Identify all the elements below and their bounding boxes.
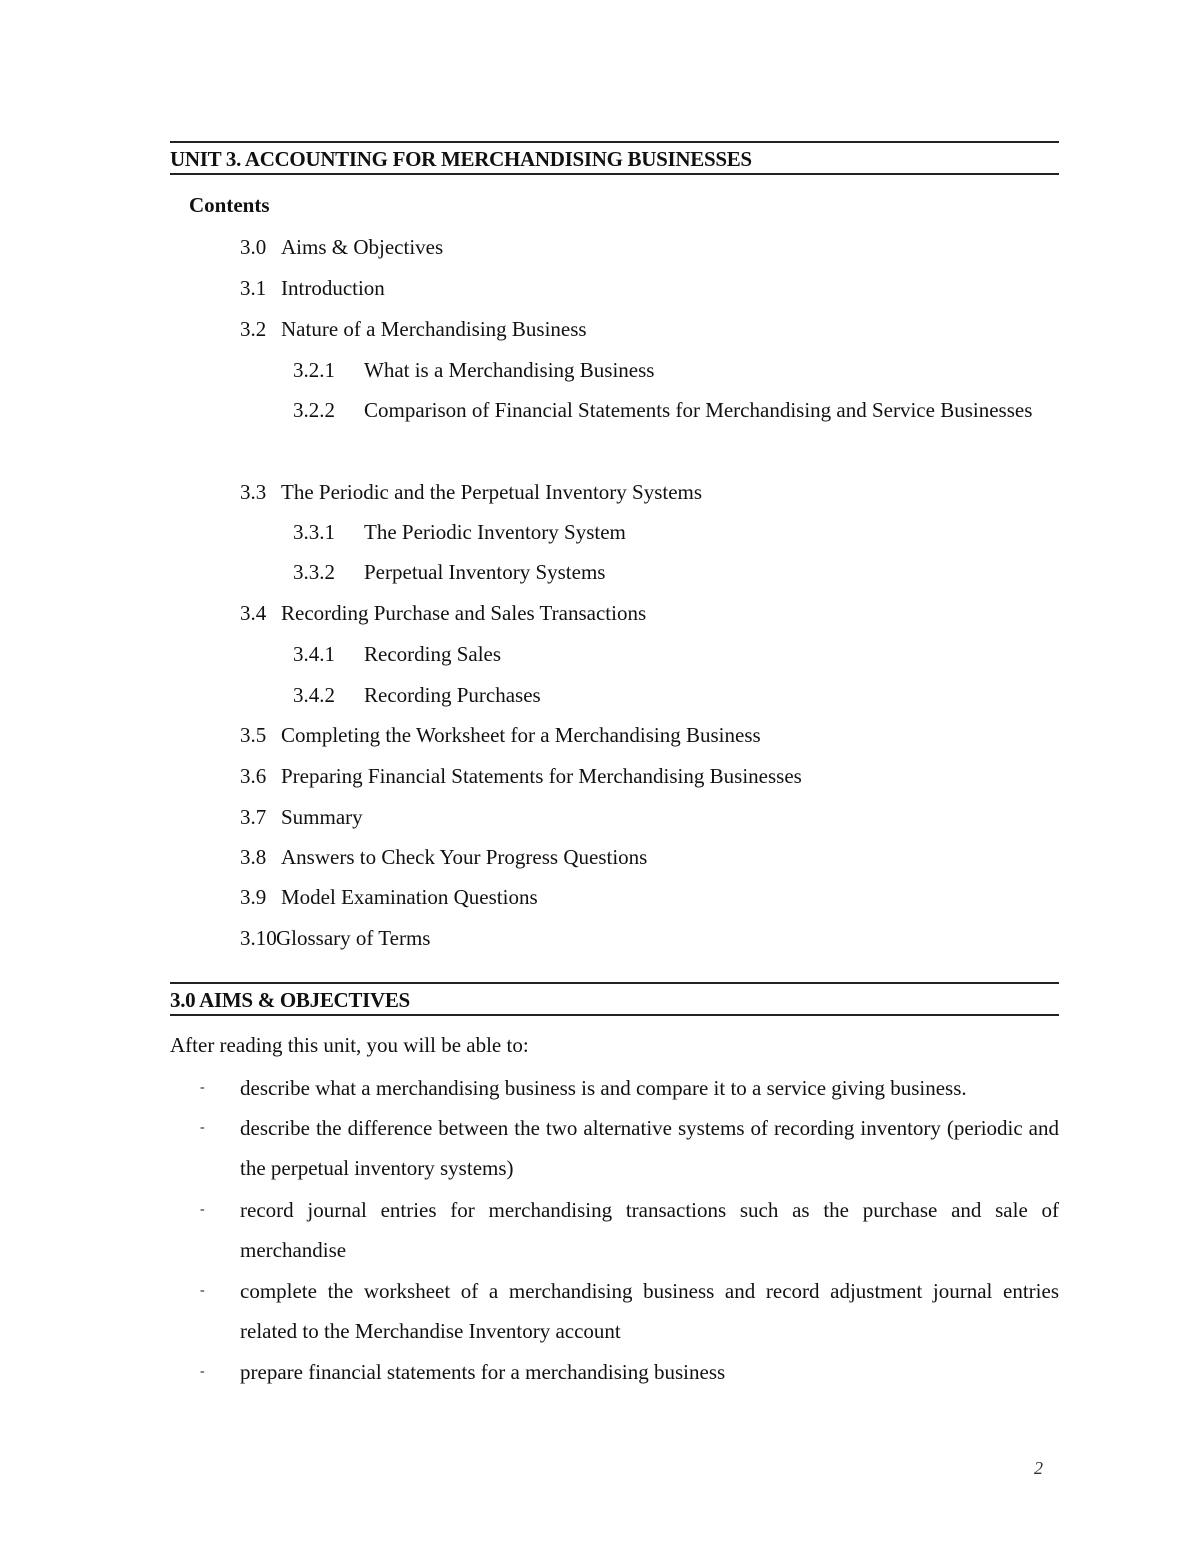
- toc-item-number: 3.4.2: [293, 683, 335, 707]
- toc-item-number: 3.8: [240, 845, 267, 869]
- toc-item-text: Aims & Objectives: [281, 235, 444, 259]
- toc-item-text: Preparing Financial Statements for Merchandising Businesses: [281, 764, 802, 788]
- toc-item-text: Introduction: [281, 276, 385, 300]
- toc-item-text: Recording Sales: [364, 642, 502, 666]
- page-number: 2: [1034, 1458, 1043, 1478]
- toc-item: [240, 232, 1059, 262]
- toc-item: [240, 923, 1059, 953]
- toc-item: [240, 761, 1059, 791]
- toc-item-number: 3.6: [240, 764, 267, 788]
- toc-item-text: Completing the Worksheet for a Merchandising Business: [281, 723, 761, 747]
- toc-item: [240, 802, 1059, 832]
- toc-item-text: The Periodic Inventory System: [364, 520, 626, 544]
- toc-item: [240, 720, 1059, 750]
- toc-item-number: 3.4.1: [293, 642, 335, 666]
- toc-subitem: [293, 639, 1059, 669]
- toc-item-number: 3.3.1: [293, 520, 335, 544]
- toc-subitem: [293, 395, 1059, 469]
- toc-item-number: 3.10: [240, 926, 277, 950]
- toc-item-number: 3.5: [240, 723, 267, 747]
- toc-item-text: Nature of a Merchandising Business: [281, 317, 587, 341]
- toc-item: [240, 882, 1059, 912]
- toc-item-text: Comparison of Financial Statements for Merchandising and Service Businesses: [364, 398, 1033, 422]
- toc-item-number: 3.2.1: [293, 358, 335, 382]
- objective-text: complete the worksheet of a merchandising business and record adjustment journal entries related to the Merchandise Inventory account: [240, 1279, 1059, 1343]
- toc-subitem: [293, 517, 1059, 547]
- toc-item-number: 3.7: [240, 805, 267, 829]
- toc-item-number: 3.9: [240, 885, 267, 909]
- aims-objectives-band: [170, 982, 1059, 1016]
- toc-item-text: Recording Purchase and Sales Transactions: [281, 601, 647, 625]
- unit-title-band: [170, 141, 1059, 175]
- toc-item-number: 3.1: [240, 276, 267, 300]
- toc-subitem: [293, 557, 1059, 587]
- objective-text: describe the difference between the two alternative systems of recording inventory (periodic and the perpetual inventory systems): [240, 1116, 1059, 1180]
- aims-objectives-title: 3.0 AIMS & OBJECTIVES: [170, 988, 410, 1012]
- toc-item-text: The Periodic and the Perpetual Inventory Systems: [281, 480, 703, 504]
- toc-item-number: 3.2.2: [293, 398, 335, 422]
- bullet-dash: -: [200, 1080, 205, 1095]
- toc-item-text: Recording Purchases: [364, 683, 541, 707]
- toc-item-number: 3.4: [240, 601, 267, 625]
- toc-item-text: What is a Merchandising Business: [364, 358, 655, 382]
- bullet-dash: -: [200, 1364, 205, 1379]
- contents-heading: Contents: [189, 193, 270, 217]
- toc-item-number: 3.0: [240, 235, 267, 259]
- toc-subitem: [293, 355, 1059, 385]
- toc-subitem: [293, 680, 1059, 710]
- unit-title: UNIT 3. ACCOUNTING FOR MERCHANDISING BUSINESSES: [170, 147, 752, 171]
- toc-item-text: Glossary of Terms: [276, 926, 431, 950]
- toc-item: [240, 477, 1059, 507]
- toc-item-text: Summary: [281, 805, 363, 829]
- objective-text: record journal entries for merchandising transactions such as the purchase and sale of merchandise: [240, 1198, 1059, 1262]
- toc-item-text: Perpetual Inventory Systems: [364, 560, 606, 584]
- bullet-dash: -: [200, 1120, 205, 1135]
- toc-item-number: 3.3: [240, 480, 267, 504]
- bullet-dash: -: [200, 1202, 205, 1217]
- intro-sentence: After reading this unit, you will be able to:: [170, 1033, 529, 1057]
- toc-item: [240, 598, 1059, 628]
- objective-text: prepare financial statements for a merchandising business: [240, 1360, 726, 1384]
- objective-text: describe what a merchandising business is and compare it to a service giving business.: [240, 1076, 967, 1100]
- toc-item: [240, 842, 1059, 872]
- toc-item-text: Model Examination Questions: [281, 885, 538, 909]
- toc-item-number: 3.2: [240, 317, 267, 341]
- toc-item: [240, 273, 1059, 303]
- toc-item-number: 3.3.2: [293, 560, 335, 584]
- toc-item: [240, 314, 1059, 344]
- toc-item-text: Answers to Check Your Progress Questions: [281, 845, 648, 869]
- bullet-dash: -: [200, 1283, 205, 1298]
